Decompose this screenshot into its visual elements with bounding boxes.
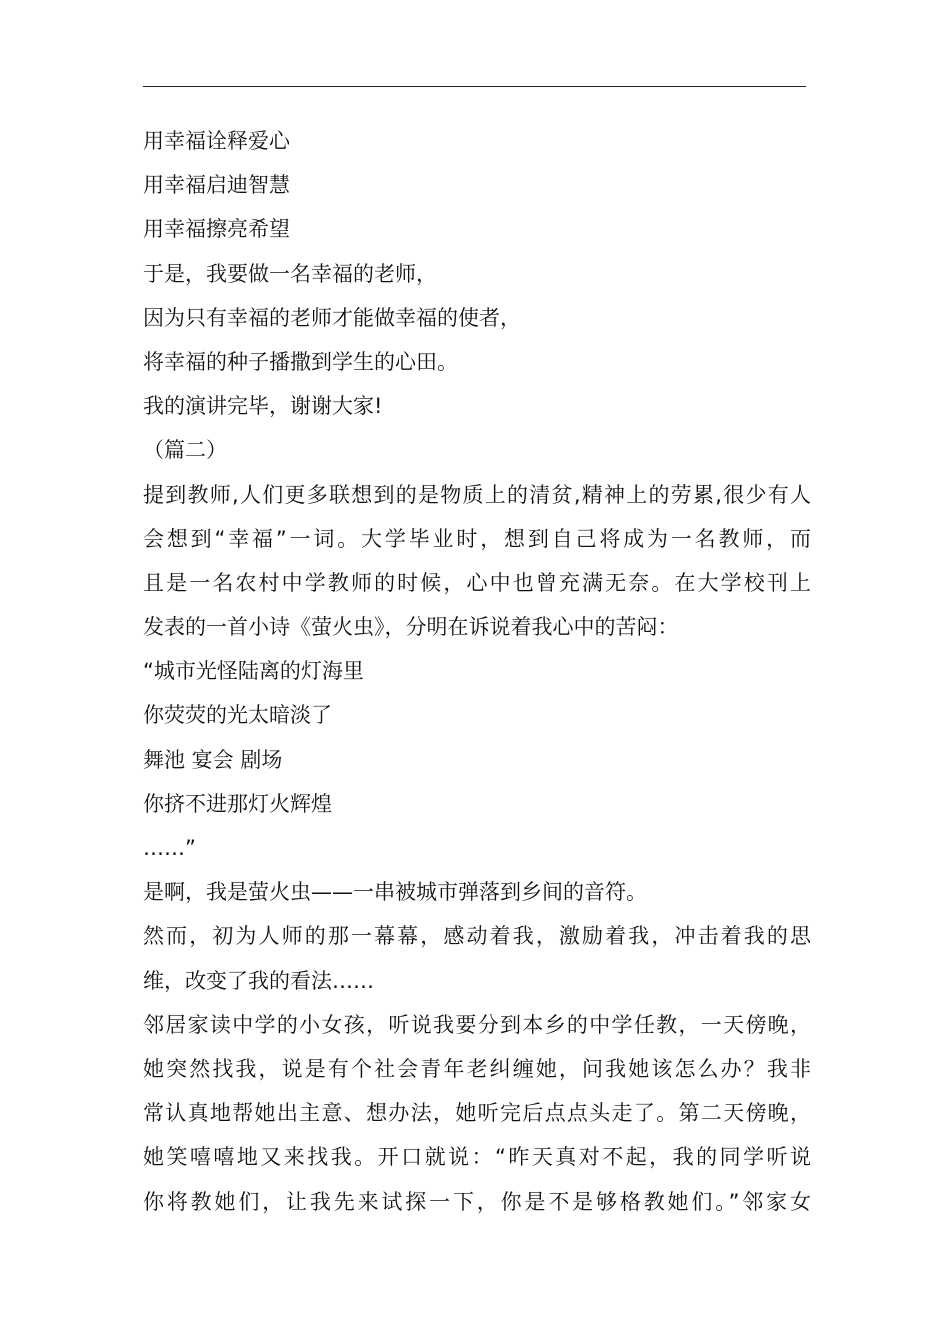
text-line: 发表的一首小诗《萤火虫》，分明在诉说着我心中的苦闷： [143,615,679,640]
text-line: 你荧荧的光太暗淡了 [143,703,332,728]
text-line: 舞池 宴会 剧场 [143,747,283,772]
text-line: “城市光怪陆离的灯海里 [143,659,364,684]
text-line: 且是一名农村中学教师的时候，心中也曾充满无奈。在大学校刊上 [143,570,811,595]
text-line: 她突然找我，说是有个社会青年老纠缠她，问我她该怎么办？我非 [143,1056,811,1081]
text-line: 用幸福诠释爱心 [143,129,290,153]
text-line: 用幸福擦亮希望 [143,217,290,242]
text-line: 提到教师,人们更多联想到的是物质上的清贫,精神上的劳累,很少有人 [143,482,811,507]
text-line: 用幸福启迪智慧 [143,173,290,198]
text-line: 你将教她们，让我先来试探一下，你是不是够格教她们。”邻家女 [143,1189,811,1214]
text-line: 常认真地帮她出主意、想办法，她听完后点点头走了。第二天傍晚， [143,1101,811,1126]
text-line: 邻居家读中学的小女孩，听说我要分到本乡的中学任教，一天傍晚， [143,1012,811,1037]
text-line: 她笑嘻嘻地又来找我。开口就说：“昨天真对不起，我的同学听说 [143,1145,811,1170]
text-line: ……” [143,836,196,860]
text-line: 于是，我要做一名幸福的老师， [143,261,437,286]
text-line: 会想到“幸福”一词。大学毕业时，想到自己将成为一名教师，而 [143,526,811,551]
text-line: （篇二） [143,438,227,463]
text-line: 我的演讲完毕，谢谢大家! [143,394,383,419]
text-line: 维，改变了我的看法…… [143,968,374,993]
text-line: 你挤不进那灯火辉煌 [143,791,332,816]
document-body [143,119,811,1224]
text-line: 是啊，我是萤火虫——一串被城市弹落到乡间的音符。 [143,880,647,905]
header-rule [143,86,806,87]
text-line: 然而，初为人师的那一幕幕，感动着我，激励着我，冲击着我的思 [143,924,811,949]
text-line: 因为只有幸福的老师才能做幸福的使者， [143,305,521,330]
text-line: 将幸福的种子播撒到学生的心田。 [143,349,458,374]
